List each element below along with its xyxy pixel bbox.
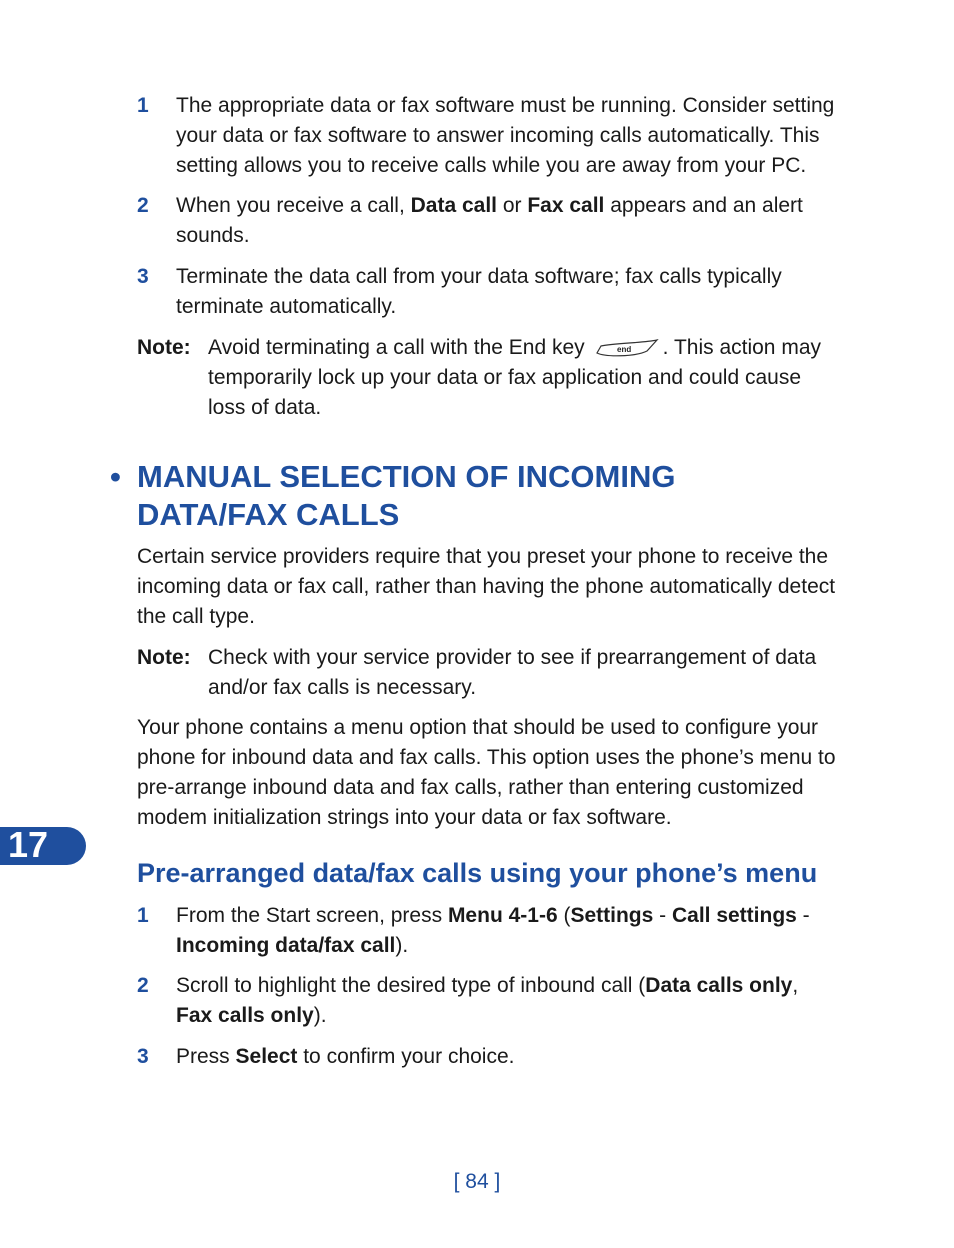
end-key-icon (595, 337, 659, 359)
step-number: 2 (137, 974, 149, 997)
step-number: 3 (137, 265, 149, 288)
note-label: Note: (137, 646, 191, 669)
step-3-top (137, 262, 837, 322)
text-fragment: - (796, 904, 810, 927)
end-key-label: end (616, 345, 631, 355)
section-heading (110, 458, 830, 534)
note-text (208, 333, 837, 423)
note-text: Check with your service provider to see if prearrangement of data and/or fax calls is necessary. (208, 646, 817, 699)
call-settings-label: Call settings (671, 904, 797, 927)
step-text (176, 191, 837, 251)
text-fragment: ). (395, 934, 409, 957)
text-fragment: Press (176, 1045, 236, 1068)
text-fragment: ( (557, 904, 571, 927)
data-call-label: Data call (410, 194, 497, 217)
note-prearrangement (137, 643, 837, 703)
fax-call-label: Fax call (527, 194, 605, 217)
chapter-tab (0, 824, 86, 865)
page-number: [ 84 ] (453, 1170, 501, 1193)
text-fragment: or (497, 194, 528, 217)
step-1-top (137, 91, 837, 181)
section-intro: Certain service providers require that you preset your phone to receive the incoming data or fax call, rather than having the phone automatically detect the call type. (137, 545, 836, 628)
text-fragment: . This action may temporarily lock up your data or fax application and could cause loss of data. (208, 336, 821, 419)
section-title: MANUAL SELECTION OF INCOMING DATA/FAX CALLS (137, 459, 676, 532)
step-text: The appropriate data or fax software must be running. Consider setting your data or fax software to answer incoming calls automatically. This setting allows you to receive calls while you are away from your PC. (176, 94, 835, 177)
text-fragment: - (653, 904, 672, 927)
step-2-sub (137, 971, 837, 1031)
data-calls-only-label: Data calls only (645, 974, 793, 997)
step-number: 3 (137, 1045, 149, 1068)
step-3-sub (137, 1042, 837, 1072)
incoming-data-fax-label: Incoming data/fax call (176, 934, 396, 957)
text-fragment: appears and an alert sounds. (176, 194, 803, 247)
text-fragment: ). (313, 1004, 327, 1027)
step-number: 1 (137, 904, 149, 927)
step-text (176, 1042, 837, 1072)
note-label: Note: (137, 336, 191, 359)
settings-label: Settings (570, 904, 654, 927)
text-fragment: From the Start screen, press (176, 904, 448, 927)
select-label: Select (235, 1045, 298, 1068)
section-body: Your phone contains a menu option that should be used to configure your phone for inbound data and fax calls. This option uses the phone’s menu to pre-arrange inbound data and fax calls, rather than entering customized modem initialization strings into your data or fax software. (137, 716, 836, 829)
step-number: 2 (137, 194, 149, 217)
text-fragment: Avoid terminating a call with the End key (208, 336, 585, 359)
step-text (176, 901, 837, 961)
chapter-number: 17 (8, 824, 49, 865)
step-text (176, 971, 837, 1031)
step-1-sub (137, 901, 837, 961)
text-fragment: When you receive a call, (176, 194, 411, 217)
heading-bullet: • (110, 459, 121, 494)
step-number: 1 (137, 94, 149, 117)
note-end-key (137, 333, 837, 423)
step-2-top (137, 191, 837, 251)
subsection-heading: Pre-arranged data/fax calls using your phone’s menu (137, 858, 818, 888)
fax-calls-only-label: Fax calls only (176, 1004, 314, 1027)
text-fragment: , (792, 974, 799, 997)
menu-path-label: Menu 4-1-6 (447, 904, 558, 927)
text-fragment: to confirm your choice. (297, 1045, 515, 1068)
step-text: Terminate the data call from your data software; fax calls typically terminate automatically. (176, 265, 782, 318)
text-fragment: Scroll to highlight the desired type of inbound call ( (176, 974, 646, 997)
